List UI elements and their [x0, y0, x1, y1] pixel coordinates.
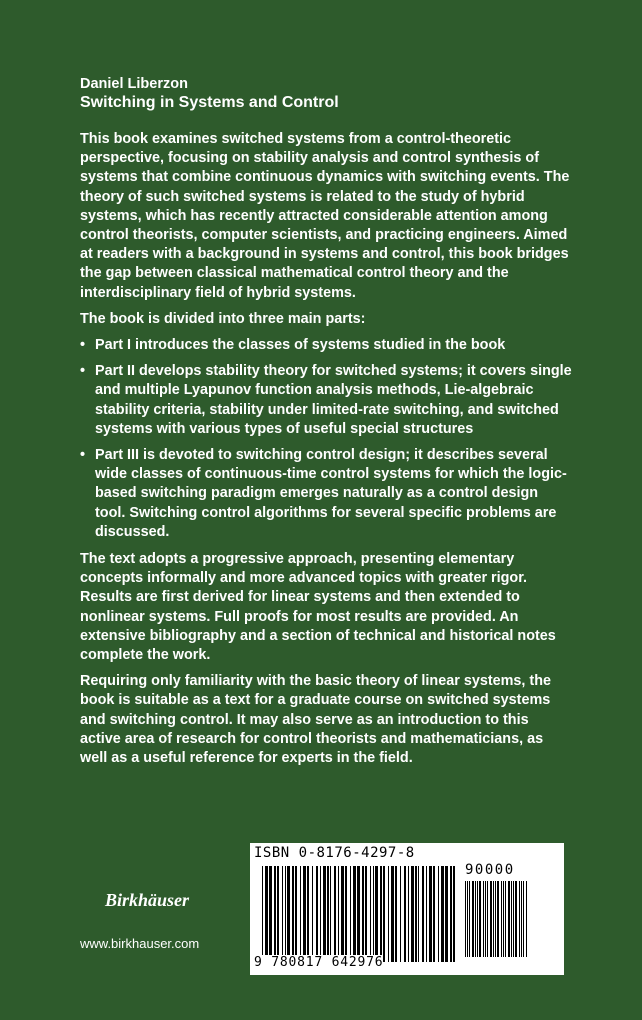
barcode-bars: [262, 866, 457, 962]
barcode-stripe: [505, 881, 506, 957]
barcode-stripe: [274, 866, 276, 962]
barcode-stripe: [365, 866, 367, 962]
barcode-stripe: [422, 866, 424, 962]
price-addon-label: 90000: [465, 862, 515, 878]
barcode-stripe: [493, 881, 494, 957]
barcode-stripe: [265, 866, 268, 962]
barcode-stripe: [415, 866, 417, 962]
barcode-stripe: [475, 881, 476, 957]
barcode-stripe: [503, 881, 504, 957]
barcode: [250, 843, 564, 975]
barcode-stripe: [341, 866, 344, 962]
publisher-website: www.birkhauser.com: [80, 936, 200, 951]
barcode-stripe: [485, 881, 486, 957]
barcode-stripe: [487, 881, 488, 957]
barcode-stripe: [477, 881, 478, 957]
barcode-stripe: [345, 866, 347, 962]
barcode-stripe: [497, 881, 499, 957]
barcode-stripe: [467, 881, 468, 957]
part-1-text: Part I introduces the classes of systems studied in the book: [95, 337, 506, 354]
barcode-stripe: [453, 866, 455, 962]
list-item: [80, 336, 572, 355]
barcode-stripe: [380, 866, 382, 962]
barcode-stripe: [526, 881, 527, 957]
barcode-stripe: [429, 866, 432, 962]
parts-intro: The book is divided into three main parts:: [80, 310, 366, 327]
barcode-stripe: [523, 881, 524, 957]
barcode-stripe: [282, 866, 283, 962]
barcode-stripe: [408, 866, 409, 962]
barcode-stripe: [418, 866, 419, 962]
barcode-stripe: [370, 866, 371, 962]
barcode-stripe: [338, 866, 339, 962]
barcode-stripe: [287, 866, 290, 962]
ean-digits: 9 780817 642976: [254, 955, 384, 970]
bullet-icon: •: [80, 447, 86, 464]
barcode-stripe: [513, 881, 514, 957]
barcode-stripe: [295, 866, 297, 962]
description: [80, 130, 572, 775]
barcode-stripe: [515, 881, 517, 957]
barcode-stripe: [350, 866, 351, 962]
barcode-stripe: [330, 866, 331, 962]
barcode-stripe: [445, 866, 448, 962]
barcode-stripe: [521, 881, 522, 957]
audience-paragraph: Requiring only familiarity with the basic theory of linear systems, the book is suitable as a text for a graduate course on switched systems and switching control. It may also serve as an introduction to this active area of research for control theorists and mathematicians, as well as a useful reference for experts in the field.: [80, 673, 552, 767]
barcode-stripe: [269, 866, 272, 962]
barcode-stripe: [383, 866, 385, 962]
part-3-text: Part III is devoted to switching control design; it describes several wide classes of continuous-time control systems for which the logic-based switching paradigm emerges naturally as a control design tool. Switching control algorithms for several specific problems are discussed.: [95, 447, 567, 540]
barcode-stripe: [373, 866, 374, 962]
list-item: [80, 362, 572, 439]
barcode-stripe: [483, 881, 484, 957]
barcode-stripe: [388, 866, 389, 962]
barcode-stripe: [312, 866, 313, 962]
author-name: Daniel Liberzon: [80, 76, 188, 92]
barcode-stripe: [375, 866, 378, 962]
approach-paragraph: The text adopts a progressive approach, presenting elementary concepts informally and more advanced topics with greater rigor. Results are first derived for linear systems and then extended to nonlinear systems. Full proofs for most results are provided. An extensive bibliography and a section of technical and historical notes complete the work.: [80, 551, 556, 664]
barcode-stripe: [303, 866, 306, 962]
barcode-stripe: [307, 866, 309, 962]
publisher-logo: Birkhäuser: [105, 890, 190, 910]
barcode-stripe: [262, 866, 263, 962]
barcode-stripe: [495, 881, 496, 957]
barcode-stripe: [490, 881, 492, 957]
barcode-stripe: [285, 866, 286, 962]
barcode-stripe: [323, 866, 326, 962]
barcode-stripe: [501, 881, 502, 957]
list-item: [80, 446, 572, 542]
barcode-stripe: [300, 866, 301, 962]
barcode-stripe: [450, 866, 452, 962]
barcode-stripe: [438, 866, 439, 962]
barcode-stripe: [316, 866, 318, 962]
barcode-stripe: [292, 866, 294, 962]
parts-list: [80, 336, 572, 542]
bullet-icon: •: [80, 337, 86, 354]
intro-paragraph: This book examines switched systems from a control-theoretic perspective, focusing on stability analysis and control synthesis of systems that combine continuous dynamics with switching events. The theory of such switched systems is related to the study of hybrid systems, which has recently attracted considerable attention among control theorists, computer scientists, and practicing engineers. Aimed at readers with a background in systems and control, this book bridges the gap between classical mathematical control theory and the interdisciplinary field of hybrid systems.: [80, 131, 570, 301]
barcode-stripe: [511, 881, 512, 957]
barcode-stripe: [479, 881, 481, 957]
barcode-stripe: [441, 866, 444, 962]
barcode-stripe: [395, 866, 397, 962]
barcode-stripe: [327, 866, 329, 962]
barcode-stripe: [426, 866, 427, 962]
barcode-stripe: [362, 866, 364, 962]
barcode-stripe: [519, 881, 520, 957]
barcode-stripe: [472, 881, 474, 957]
barcode-stripe: [469, 881, 470, 957]
barcode-stripe: [391, 866, 394, 962]
barcode-stripe: [411, 866, 414, 962]
isbn-label: ISBN 0-8176-4297-8: [254, 845, 415, 861]
part-2-text: Part II develops stability theory for switched systems; it covers single and multiple Lyapunov function analysis methods, Lie-algebraic stability criteria, stability under limited-rate switching, and switched systems with various types of useful special structures: [95, 363, 572, 437]
bullet-icon: •: [80, 363, 86, 380]
book-title: Switching in Systems and Control: [80, 94, 339, 111]
barcode-stripe: [433, 866, 435, 962]
barcode-stripe: [357, 866, 360, 962]
barcode-stripe: [334, 866, 336, 962]
barcode-stripe: [320, 866, 321, 962]
barcode-stripe: [353, 866, 356, 962]
barcode-stripe: [404, 866, 406, 962]
barcode-stripe: [277, 866, 279, 962]
barcode-stripe: [400, 866, 401, 962]
barcode-stripe: [465, 881, 466, 957]
addon-barcode-bars: [465, 881, 527, 957]
barcode-stripe: [508, 881, 510, 957]
